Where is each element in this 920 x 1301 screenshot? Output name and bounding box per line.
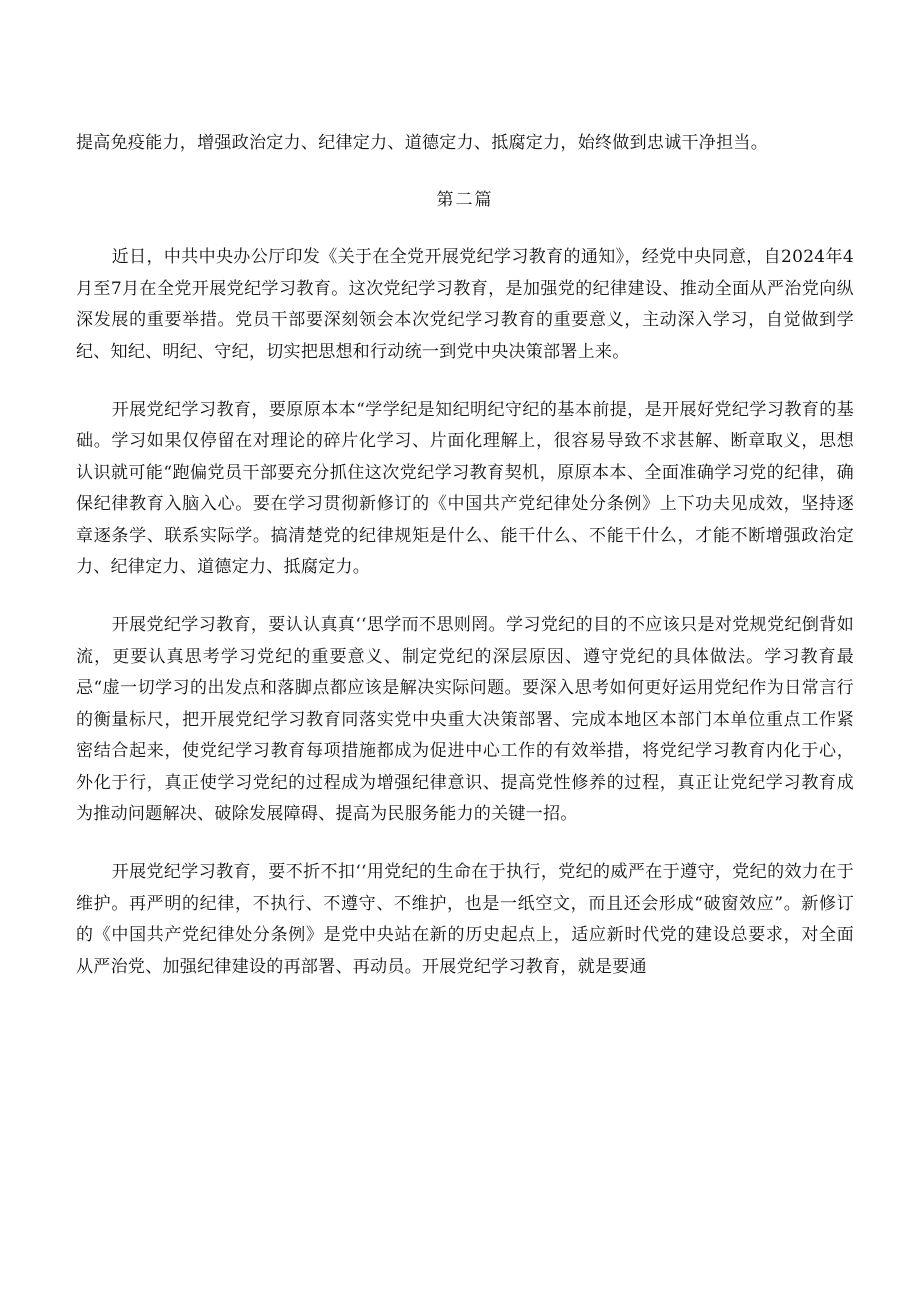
body-paragraph-3: 开展党纪学习教育，要认认真真‘‘思学而不思则罔。学习党纪的目的不应该只是对党规党纪倒背如流，更要认真思考学习党纪的重要意义、制定党纪的深层原因、遵守党纪的具体做法。学习教育最忌“虚一切学习的出发点和落脚点都应该是解决实际问题。要深入思考如何更好运用党纪作为日常言行的衡量标尺，把开展党纪学习教育同落实党中央重大决策部署、完成本地区本部门本单位重点工作紧密结合起来，使党纪学习教育每项措施都成为促进中心工作的有效举措，将党纪学习教育内化于心，外化于行，真正使学习党纪的过程成为增强纪律意识、提高党性修养的过程，真正让党纪学习教育成为推动问题解决、破除发展障碍、提高为民服务能力的关键一招。 bbox=[76, 615, 854, 824]
body-paragraph-2: 开展党纪学习教育，要原原本本“学学纪是知纪明纪守纪的基本前提，是开展好党纪学习教育的基础。学习如果仅停留在对理论的碎片化学习、片面化理解上，很容易导致不求甚解、断章取义，思想认识就可能“跑偏党员干部要充分抓住这次党纪学习教育契机，原原本本、全面准确学习党的纪律，确保纪律教育入脑入心。要在学习贯彻新修订的《中国共产党纪律处分条例》上下功夫见成效，坚持逐章逐条学、联系实际学。搞清楚党的纪律规矩是什么、能干什么、不能干什么，才能不断增强政治定力、纪律定力、道德定力、抵腐定力。 bbox=[76, 400, 854, 578]
body-paragraph-4: 开展党纪学习教育，要不折不扣‘‘用党纪的生命在于执行，党纪的威严在于遵守，党纪的效力在于维护。再严明的纪律，不执行、不遵守、不维护，也是一纸空文，而且还会形成“破窗效应”。新修订的《中国共产党纪律处分条例》是党中央站在新的历史起点上，适应新时代党的建设总要求，对全面从严治党、加强纪律建设的再部署、再动员。开展党纪学习教育，就是要通 bbox=[76, 862, 854, 977]
body-paragraph-1: 近日，中共中央办公厅印发《关于在全党开展党纪学习教育的通知》，经党中央同意，自2024年4月至7月在全党开展党纪学习教育。这次党纪学习教育，是加强党的纪律建设、推动全面从严治党向纵深发展的重要举措。党员干部要深刻领会本次党纪学习教育的重要意义，主动深入学习，自觉做到学纪、知纪、明纪、守纪，切实把思想和行动统一到党中央决策部署上来。 bbox=[76, 247, 854, 362]
section-title: 第二篇 bbox=[436, 190, 494, 211]
lead-paragraph: 提高免疫能力，增强政治定力、纪律定力、道德定力、抵腐定力，始终做到忠诚干净担当。 bbox=[76, 133, 768, 153]
